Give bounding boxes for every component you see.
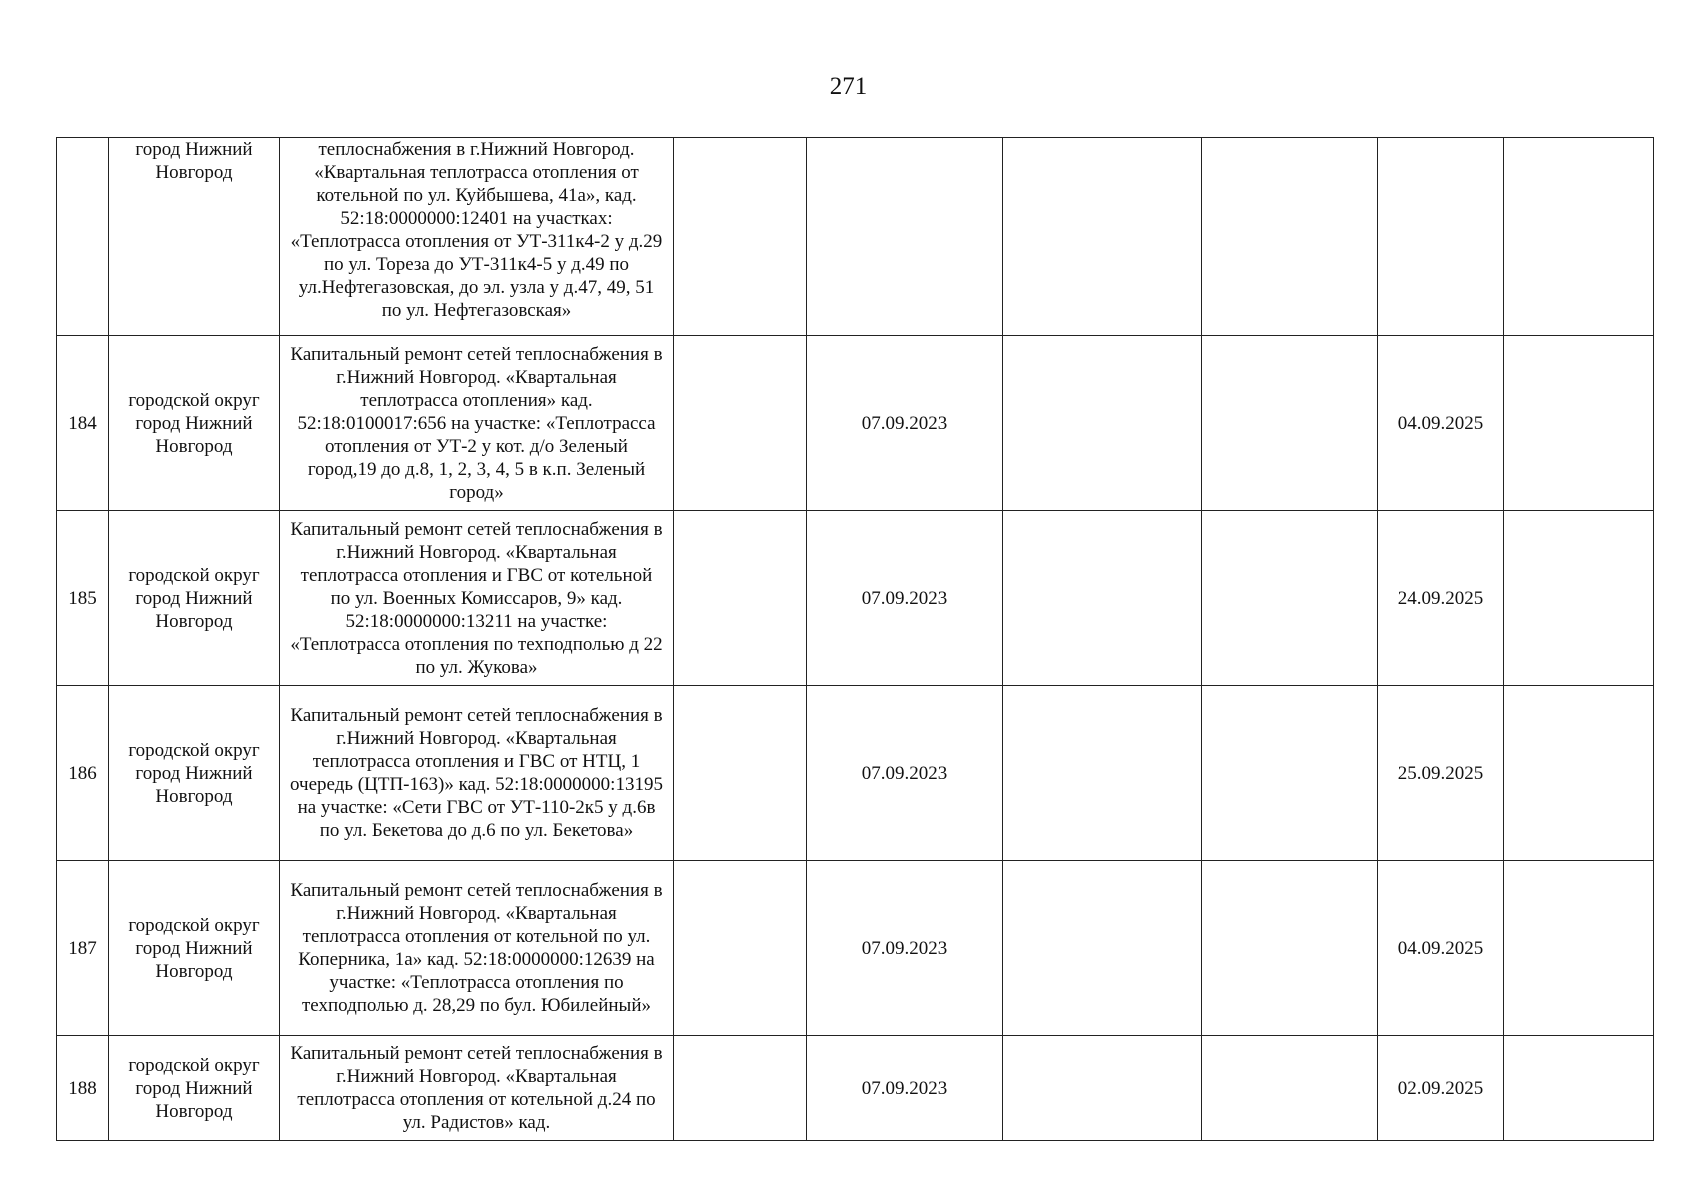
- cell-empty: [1504, 1036, 1654, 1141]
- description-text: Капитальный ремонт сетей теплоснабжения в г.Нижний Новгород. «Квартальная теплотрасса отопления и ГВС от НТЦ, 1 очередь (ЦТП-163)» кад. 52:18:0000000:13195 на участке: «Сети ГВС от УТ-110-2к5 у д.6в по ул. Бекетова до д.6 по ул. Бекетова»: [290, 705, 663, 841]
- cell-date-end: 24.09.2025: [1378, 511, 1504, 686]
- location-text: городской округ город Нижний Новгород: [128, 564, 260, 632]
- cell-location: [109, 1036, 280, 1141]
- cell-description: [280, 336, 674, 511]
- table-row: [57, 511, 1654, 686]
- description-text: Капитальный ремонт сетей теплоснабжения в г.Нижний Новгород. «Квартальная теплотрасса отопления от котельной по ул. Коперника, 1а» кад. 52:18:0000000:12639 на участке: «Теплотрасса отопления по техподполью д. 28,29 по бул. Юбилейный»: [290, 880, 663, 1016]
- cell-date-start: 07.09.2023: [807, 686, 1003, 861]
- cell-number: 187: [57, 861, 109, 1036]
- cell-empty: [1003, 1036, 1202, 1141]
- cell-empty: [1202, 138, 1378, 336]
- cell-empty: [674, 138, 807, 336]
- cell-date-end: [1378, 138, 1504, 336]
- cell-empty: [1202, 1036, 1378, 1141]
- cell-location: [109, 138, 280, 336]
- cell-empty: [1003, 138, 1202, 336]
- page-number: 271: [829, 73, 868, 100]
- cell-empty: [1504, 138, 1654, 336]
- cell-empty: [674, 861, 807, 1036]
- cell-description: [280, 861, 674, 1036]
- cell-description: [280, 138, 674, 336]
- cell-date-start: 07.09.2023: [807, 336, 1003, 511]
- cell-empty: [674, 336, 807, 511]
- location-text: городской округ город Нижний Новгород: [128, 1054, 260, 1122]
- description-text: Капитальный ремонт сетей теплоснабжения в г.Нижний Новгород. «Квартальная теплотрасса отопления» кад. 52:18:0100017:656 на участке: «Теплотрасса отопления от УТ-2 у кот. д/о Зеленый город,19 до д.8, 1, 2, 3, 4, 5 в к.п. Зеленый город»: [290, 343, 663, 503]
- cell-date-start: 07.09.2023: [807, 511, 1003, 686]
- location-text: город Нижний Новгород: [135, 139, 253, 183]
- cell-description: [280, 1036, 674, 1141]
- cell-date-end: 04.09.2025: [1378, 861, 1504, 1036]
- cell-location: [109, 861, 280, 1036]
- cell-date-start: 07.09.2023: [807, 1036, 1003, 1141]
- table-row: [57, 686, 1654, 861]
- cell-date-end: 25.09.2025: [1378, 686, 1504, 861]
- location-text: городской округ город Нижний Новгород: [128, 739, 260, 807]
- cell-empty: [1003, 336, 1202, 511]
- cell-empty: [1504, 686, 1654, 861]
- cell-empty: [674, 1036, 807, 1141]
- cell-description: [280, 686, 674, 861]
- description-text: теплоснабжения в г.Нижний Новгород. «Квартальная теплотрасса отопления от котельной по ул. Куйбышева, 41а», кад. 52:18:0000000:12401 на участках: «Теплотрасса отопления от УТ-311к4-2 у д.29 по ул. Тореза до УТ-311к4-5 у д.49 по ул.Нефтегазовская, до эл. узла у д.47, 49, 51 по ул. Нефтегазовская»: [290, 139, 663, 321]
- cell-number: [57, 138, 109, 336]
- table-row: [57, 861, 1654, 1036]
- location-text: городской округ город Нижний Новгород: [128, 914, 260, 982]
- cell-empty: [674, 686, 807, 861]
- cell-date-end: 02.09.2025: [1378, 1036, 1504, 1141]
- cell-number: 185: [57, 511, 109, 686]
- cell-empty: [1202, 861, 1378, 1036]
- cell-empty: [1003, 511, 1202, 686]
- cell-location: [109, 336, 280, 511]
- cell-number: 188: [57, 1036, 109, 1141]
- table-row: [57, 336, 1654, 511]
- cell-location: [109, 686, 280, 861]
- cell-empty: [1504, 511, 1654, 686]
- cell-empty: [1504, 336, 1654, 511]
- registry-table: [56, 137, 1654, 1141]
- cell-empty: [1202, 511, 1378, 686]
- cell-empty: [1003, 861, 1202, 1036]
- description-text: Капитальный ремонт сетей теплоснабжения в г.Нижний Новгород. «Квартальная теплотрасса отопления и ГВС от котельной по ул. Военных Комиссаров, 9» кад. 52:18:0000000:13211 на участке: «Теплотрасса отопления по техподполью д 22 по ул. Жукова»: [290, 518, 663, 678]
- cell-empty: [1504, 861, 1654, 1036]
- cell-empty: [1202, 686, 1378, 861]
- cell-number: 184: [57, 336, 109, 511]
- cell-location: [109, 511, 280, 686]
- cell-empty: [1202, 336, 1378, 511]
- cell-description: [280, 511, 674, 686]
- cell-date-start: [807, 138, 1003, 336]
- cell-empty: [1003, 686, 1202, 861]
- location-text: городской округ город Нижний Новгород: [128, 389, 260, 457]
- description-text: Капитальный ремонт сетей теплоснабжения в г.Нижний Новгород. «Квартальная теплотрасса отопления от котельной д.24 по ул. Радистов» кад.: [290, 1043, 663, 1133]
- table-row: [57, 1036, 1654, 1141]
- cell-empty: [674, 511, 807, 686]
- cell-date-start: 07.09.2023: [807, 861, 1003, 1036]
- cell-number: 186: [57, 686, 109, 861]
- cell-date-end: 04.09.2025: [1378, 336, 1504, 511]
- table-row: [57, 138, 1654, 336]
